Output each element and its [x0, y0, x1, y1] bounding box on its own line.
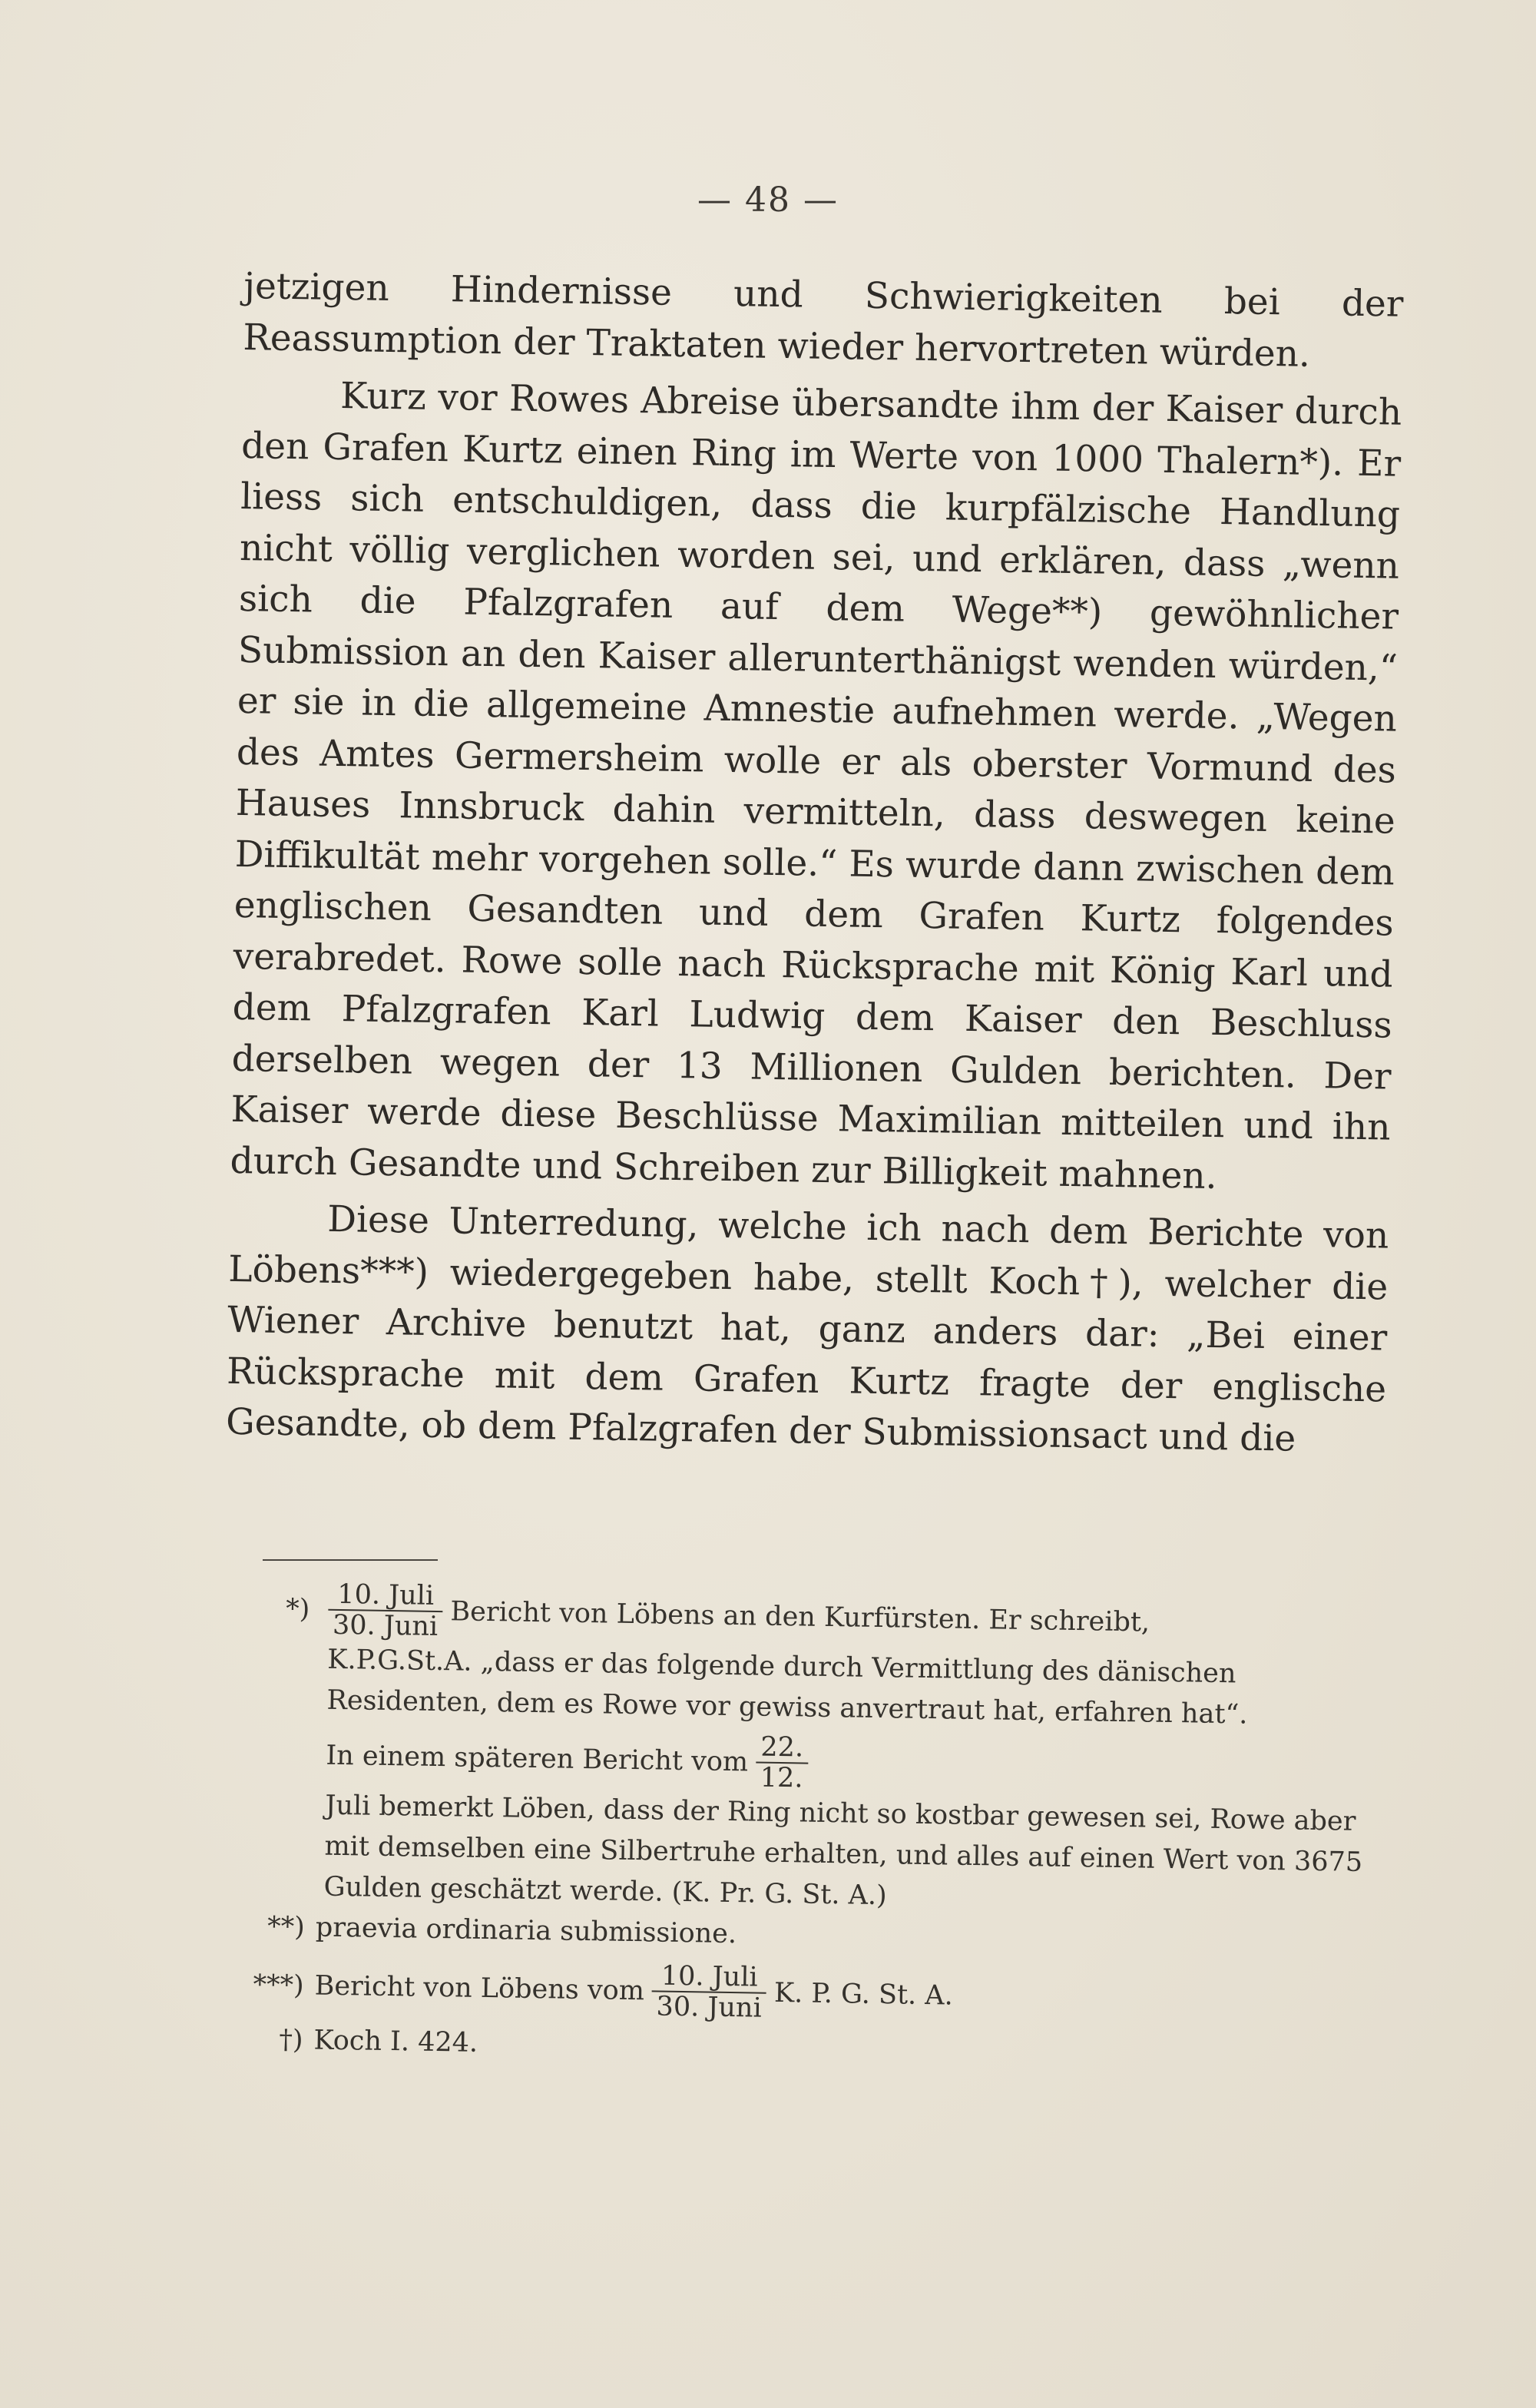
footnote-1-text-c: „dass er das folgende durch Vermittlung des dänischen Residenten, dem es Rowe vor gewiss anvertraut hat, erfahren hat“.: [326, 1646, 1248, 1731]
page-number: — 48 —: [697, 181, 839, 220]
footnote-4-marker: †): [279, 2024, 303, 2056]
footnote-2-marker: **): [266, 1911, 306, 1943]
paragraph-1: jetzigen Hindernisse und Schwierigkeiten bei der Reassumption der Traktaten wieder hervortreten würden.: [243, 264, 1404, 376]
footnote-4-text: Koch I. 424.: [313, 2025, 478, 2059]
paragraph-2: Kurz vor Rowes Abreise übersandte ihm der Kaiser durch den Grafen Kurtz einen Ring im Werte von 1000 Thalern*). Er liess sich entschuldigen, dass die kurpfälzische Handlung nicht völlig verglichen worden sei, und erklären, dass „wenn sich die Pfalzgrafen auf dem Wege**) gewöhnlicher Submission an den Kaiser allerunterthänigst wenden würden,“ er sie in die allgemeine Amnestie aufnehmen werde. „Wegen des Amtes Germersheim wolle er als oberster Vormund des Hauses Innsbruck dahin vermitteln, dass deswegen keine Diffikultät mehr vorgehen solle.“ Es wurde dann zwischen dem englischen Gesandten und dem Grafen Kurtz folgendes verabredet. Rowe solle nach Rücksprache mit König Karl und dem Pfalzgrafen Karl Ludwig dem Kaiser den Beschluss derselben wegen der 13 Millionen Gulden berichten. Der Kaiser werde diese Beschlüsse Maximilian mitteilen und ihn durch Gesandte und Schreiben zur Billigkeit mahnen.: [230, 374, 1402, 1197]
footnote-1-fraction: [756, 1732, 809, 1793]
footnote-1-frac-num: 22.: [756, 1732, 808, 1764]
footnote-1-date-num: 10. Juli: [328, 1580, 443, 1612]
footnote-1-date-den: 30. Juni: [332, 1609, 439, 1642]
footnote-3-date-den: 30. Juni: [656, 1991, 763, 2024]
footnote-3-text-b: K. P. G. St. A.: [773, 1977, 954, 2012]
footnote-3-date-num: 10. Juli: [652, 1961, 767, 1993]
footnote-1-marker: *): [285, 1593, 310, 1625]
footnote-divider: [263, 1559, 438, 1561]
footnote-3-text-a: Bericht von Löbens vom: [314, 1970, 645, 2006]
footnote-1-frac-den: 12.: [760, 1762, 803, 1794]
footnote-1-text-a: Bericht von Löbens an den Kurfürsten. Er schreibt,: [450, 1595, 1150, 1638]
footnote-3-date: [651, 1961, 766, 2022]
footnote-3: [237, 1955, 1375, 2032]
paragraph-3: Diese Unterredung, welche ich nach dem Berichte von Löbens***) wiedergegeben habe, stellt Koch†), welcher die Wiener Archive benutzt hat, ganz anders dar: „Bei einer Rücksprache mit dem Grafen Kurtz fragte der englische Gesandte, ob dem Pfalzgrafen der Submissionsact und die: [225, 1197, 1389, 1460]
footnote-1-text-e: Juli bemerkt Löben, dass der Ring nicht so kostbar gewesen sei, Rowe aber mit demselben eine Silbertruhe erhalten, und alles auf einen Wert von 3675 Gulden geschätzt werde. (K. Pr. G. St. A.): [323, 1790, 1363, 1912]
footnote-1-text-d: In einem späteren Bericht vom: [326, 1740, 749, 1777]
footnote-1-archive: K.P.G.St.A.: [327, 1644, 472, 1678]
footnote-1-date: [328, 1580, 443, 1641]
footnote-1: [239, 1578, 1381, 1924]
main-text: [226, 261, 1404, 1466]
footnotes: [237, 1578, 1381, 2078]
footnote-3-marker: ***): [253, 1969, 305, 2001]
footnote-2-text: praevia ordinaria submissione.: [315, 1912, 737, 1950]
